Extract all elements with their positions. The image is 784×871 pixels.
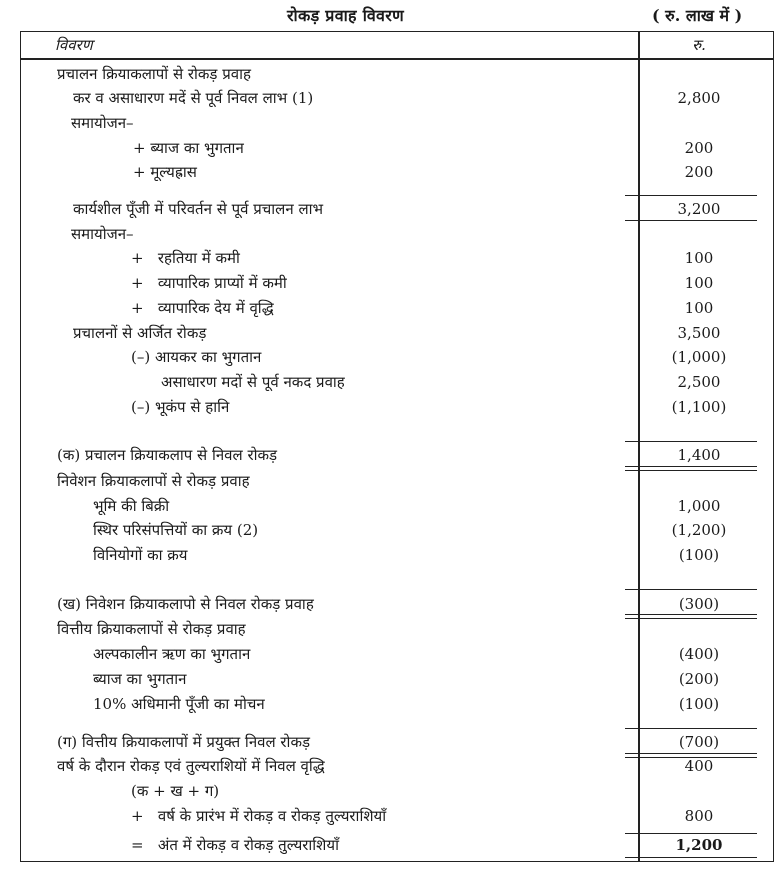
table-row bbox=[21, 730, 773, 754]
row-value: (100) bbox=[678, 695, 720, 713]
row-value: 1,200 bbox=[675, 836, 723, 854]
row-value: (1,000) bbox=[671, 348, 727, 366]
table-row bbox=[21, 86, 773, 110]
row-label: कर व असाधारण मदें से पूर्व निवल लाभ (1) bbox=[73, 89, 314, 107]
table-row bbox=[21, 246, 773, 270]
row-label: (ख) निवेशन क्रियाकलापो से निवल रोकड़ प्रवाह bbox=[57, 595, 314, 613]
table-row bbox=[21, 804, 773, 828]
row-label: भूमि की बिक्री bbox=[93, 497, 170, 515]
table-row bbox=[21, 592, 773, 616]
header-rule bbox=[21, 58, 773, 60]
row-label: + मूल्यह्रास bbox=[133, 163, 197, 181]
statement-title: रोकड़ प्रवाह विवरण bbox=[287, 6, 404, 25]
row-value: 1,400 bbox=[677, 446, 721, 464]
row-value: (200) bbox=[678, 670, 720, 688]
row-value: 200 bbox=[684, 163, 714, 181]
total-rule bbox=[625, 728, 757, 729]
table-row bbox=[21, 754, 773, 778]
subtotal-rule bbox=[625, 195, 757, 196]
cash-flow-table bbox=[20, 31, 774, 862]
row-label: + वर्ष के प्रारंभ में रोकड़ व रोकड़ तुल्यराशियाँ bbox=[131, 807, 387, 825]
row-label: = अंत में रोकड़ व रोकड़ तुल्यराशियाँ bbox=[131, 836, 339, 854]
row-label: वित्तीय क्रियाकलापों से रोकड़ प्रवाह bbox=[57, 620, 246, 638]
grand-total-rule bbox=[625, 857, 757, 858]
table-row bbox=[21, 833, 773, 857]
row-value: 100 bbox=[684, 299, 714, 317]
table-row bbox=[21, 370, 773, 394]
row-label: समायोजन– bbox=[71, 114, 134, 132]
row-label: (–) भूकंप से हानि bbox=[131, 398, 230, 416]
table-row bbox=[21, 222, 773, 246]
row-label: समायोजन– bbox=[71, 225, 134, 243]
total-rule bbox=[625, 441, 757, 442]
row-label: + व्यापारिक प्राप्यों में कमी bbox=[131, 274, 287, 292]
table-row bbox=[21, 642, 773, 666]
row-label: (–) आयकर का भुगतान bbox=[131, 348, 262, 366]
row-label: ब्याज का भुगतान bbox=[93, 670, 187, 688]
row-label: असाधारण मदों से पूर्व नकद प्रवाह bbox=[161, 373, 345, 391]
table-row bbox=[21, 667, 773, 691]
total-rule bbox=[625, 589, 757, 590]
row-value: 200 bbox=[684, 139, 714, 157]
statement-header bbox=[0, 0, 784, 30]
row-value: 3,500 bbox=[677, 324, 721, 342]
table-row bbox=[21, 345, 773, 369]
row-value: (300) bbox=[678, 595, 720, 613]
row-label: प्रचालन क्रियाकलापों से रोकड़ प्रवाह bbox=[57, 65, 251, 83]
table-row bbox=[21, 111, 773, 135]
particulars-header: विवरण bbox=[55, 36, 93, 54]
row-label: 10% अधिमानी पूँजी का मोचन bbox=[93, 695, 265, 713]
table-row bbox=[21, 296, 773, 320]
row-label: स्थिर परिसंपत्तियों का क्रय (2) bbox=[93, 521, 259, 539]
row-label: विनियोगों का क्रय bbox=[93, 546, 188, 564]
row-value: 100 bbox=[684, 249, 714, 267]
table-row bbox=[21, 321, 773, 345]
row-label: + रहतिया में कमी bbox=[131, 249, 240, 267]
column-header-row bbox=[21, 33, 773, 57]
table-row bbox=[21, 469, 773, 493]
table-row bbox=[21, 197, 773, 221]
row-label: वर्ष के दौरान रोकड़ एवं तुल्यराशियों में निवल वृद्धि bbox=[57, 757, 325, 775]
row-value: 2,500 bbox=[677, 373, 721, 391]
row-label: निवेशन क्रियाकलापों से रोकड़ प्रवाह bbox=[57, 472, 250, 490]
row-value: 800 bbox=[684, 807, 714, 825]
row-value: 100 bbox=[684, 274, 714, 292]
table-row bbox=[21, 543, 773, 567]
row-label: (क + ख + ग) bbox=[131, 782, 220, 800]
row-value: (100) bbox=[678, 546, 720, 564]
row-value: 2,800 bbox=[677, 89, 721, 107]
table-row bbox=[21, 443, 773, 467]
row-value: 3,200 bbox=[677, 200, 721, 218]
amount-header: रु. bbox=[692, 36, 706, 54]
row-value: (400) bbox=[678, 645, 720, 663]
row-label: अल्पकालीन ऋण का भुगतान bbox=[93, 645, 251, 663]
row-label: कार्यशील पूँजी में परिवर्तन से पूर्व प्रचालन लाभ bbox=[73, 200, 324, 218]
table-row bbox=[21, 617, 773, 641]
row-value: (1,200) bbox=[671, 521, 727, 539]
table-row bbox=[21, 518, 773, 542]
table-row bbox=[21, 494, 773, 518]
table-row bbox=[21, 692, 773, 716]
table-row bbox=[21, 271, 773, 295]
row-label: + व्यापारिक देय में वृद्धि bbox=[131, 299, 274, 317]
table-row bbox=[21, 62, 773, 86]
row-label: (ग) वित्तीय क्रियाकलापों में प्रयुक्त निवल रोकड़ bbox=[57, 733, 310, 751]
row-label: प्रचालनों से अर्जित रोकड़ bbox=[73, 324, 207, 342]
table-row bbox=[21, 395, 773, 419]
row-value: 1,000 bbox=[677, 497, 721, 515]
unit-note: ( रु. लाख में ) bbox=[652, 6, 743, 25]
row-value: (700) bbox=[678, 733, 720, 751]
grand-total-rule bbox=[625, 861, 757, 862]
table-row bbox=[21, 160, 773, 184]
row-value: 400 bbox=[684, 757, 714, 775]
row-value: (1,100) bbox=[671, 398, 727, 416]
table-row bbox=[21, 136, 773, 160]
row-label: (क) प्रचालन क्रियाकलाप से निवल रोकड़ bbox=[57, 446, 278, 464]
row-label: + ब्याज का भुगतान bbox=[133, 139, 244, 157]
table-row bbox=[21, 779, 773, 803]
